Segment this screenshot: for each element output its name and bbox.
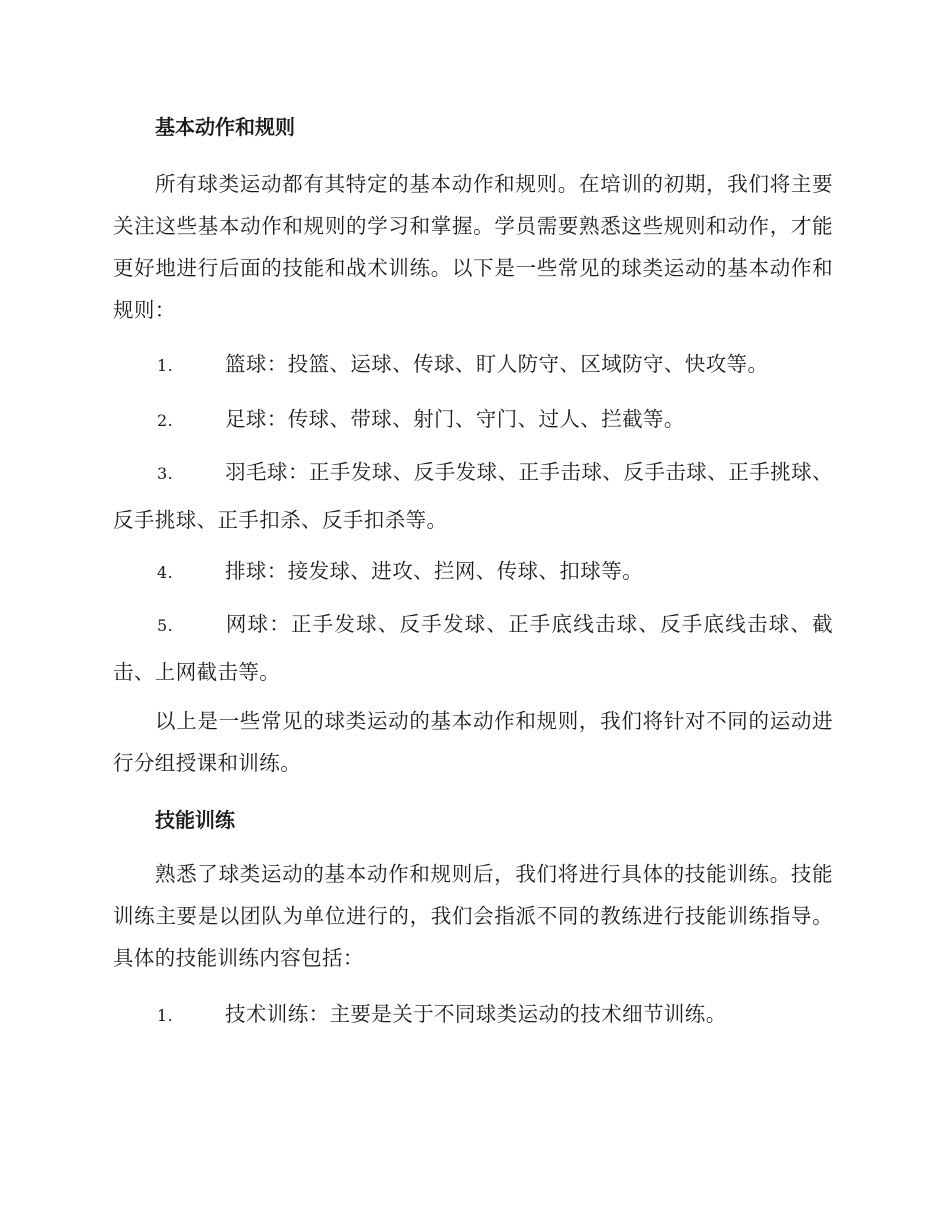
paragraph-summary: 以上是一些常见的球类运动的基本动作和规则，我们将针对不同的运动进行分组授课和训练。 — [113, 709, 833, 775]
section-heading-skill-training: 技能训练 — [155, 808, 235, 832]
list-text: 网球：正手发球、反手发球、正手底线击球、反手底线击球、截击、上网截击等。 — [113, 612, 833, 684]
list-text: 技术训练：主要是关于不同球类运动的技术细节训练。 — [225, 1002, 727, 1026]
list-text: 篮球：投篮、运球、传球、盯人防守、区域防守、快攻等。 — [225, 352, 769, 376]
paragraph-skill-intro: 熟悉了球类运动的基本动作和规则后，我们将进行具体的技能训练。技能训练主要是以团队为单位进行的，我们会指派不同的教练进行技能训练指导。具体的技能训练内容包括： — [113, 862, 833, 970]
list-number: 1. — [157, 1006, 174, 1025]
list-item — [113, 449, 833, 543]
list-number: 1. — [157, 356, 174, 375]
list-number: 4. — [157, 563, 174, 582]
section-heading-basic-actions: 基本动作和规则 — [155, 115, 295, 139]
list-item — [113, 990, 833, 1040]
list-item — [113, 547, 833, 597]
list-item — [113, 601, 833, 695]
list-number: 3. — [157, 464, 174, 483]
paragraph-intro: 所有球类运动都有其特定的基本动作和规则。在培训的初期，我们将主要关注这些基本动作和规则的学习和掌握。学员需要熟悉这些规则和动作，才能更好地进行后面的技能和战术训练。以下是一些常见的球类运动的基本动作和规则： — [113, 172, 833, 322]
list-text: 足球：传球、带球、射门、守门、过人、拦截等。 — [225, 407, 685, 431]
list-number: 5. — [157, 616, 174, 635]
list-text: 羽毛球：正手发球、反手发球、正手击球、反手击球、正手挑球、反手挑球、正手扣杀、反手扣杀等。 — [113, 460, 833, 532]
list-item — [113, 340, 833, 390]
list-number: 2. — [157, 411, 174, 430]
list-text: 排球：接发球、进攻、拦网、传球、扣球等。 — [225, 559, 643, 583]
list-item — [113, 395, 833, 445]
